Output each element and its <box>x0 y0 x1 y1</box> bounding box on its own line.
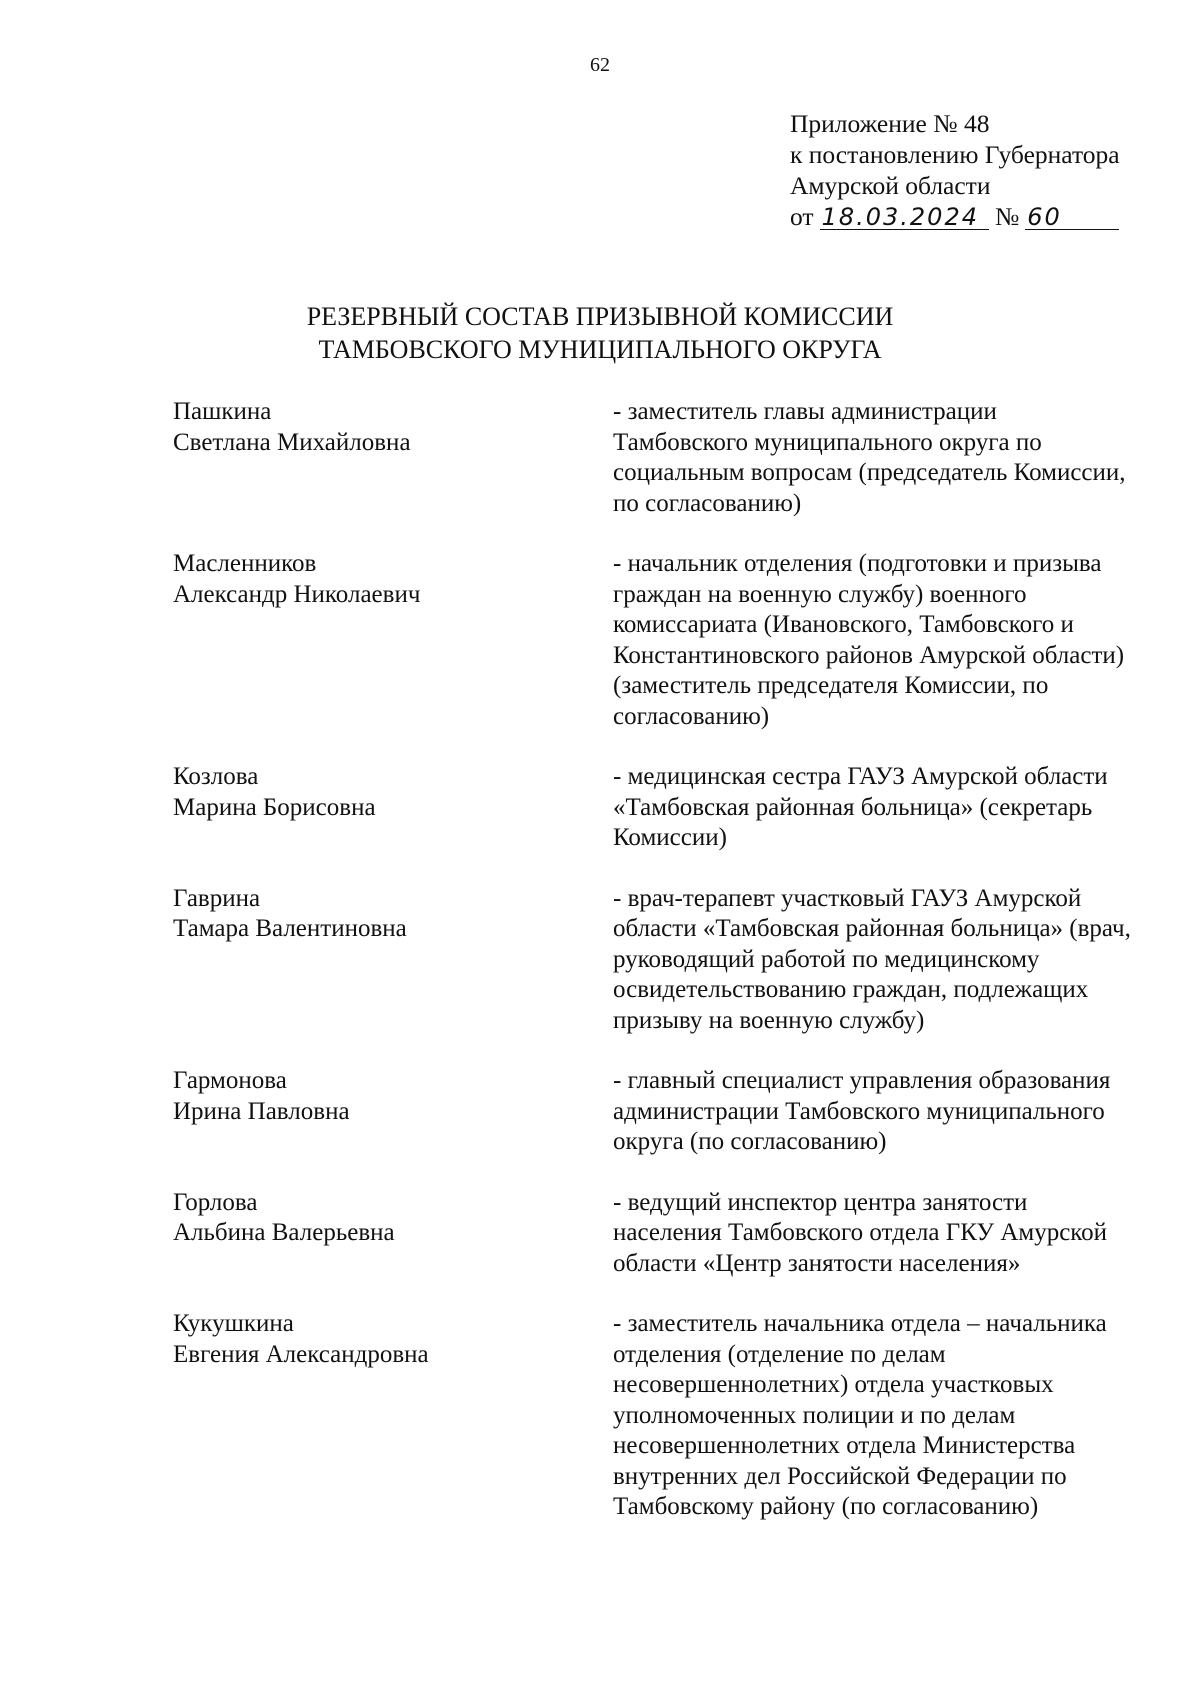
member-role: - врач-терапевт участковый ГАУЗ Амурской области «Тамбовская районная больница» (врач, руководящий работой по медицинскому освидетельствованию граждан, подлежащих призыву на военную службу) <box>613 884 1131 1034</box>
member-surname: Гармонова <box>173 1067 287 1094</box>
member-name <box>173 549 613 732</box>
member-name <box>173 397 613 519</box>
member-role: - заместитель главы администрации Тамбовского муниципального округа по социальным вопросам (председатель Комиссии, по согласованию) <box>613 398 1126 517</box>
handwritten-number: 60 <box>1025 205 1119 230</box>
member-name <box>173 884 613 1037</box>
member-given-name: Александр Николаевич <box>173 580 421 608</box>
member-given-name: Марина Борисовна <box>173 793 376 821</box>
member-surname: Козлова <box>173 763 259 790</box>
member-entry <box>173 549 1173 732</box>
member-entry <box>173 884 1173 1037</box>
document-title <box>0 300 1200 366</box>
title-line-1: РЕЗЕРВНЫЙ СОСТАВ ПРИЗЫВНОЙ КОМИССИИ <box>306 302 894 331</box>
handwritten-date: 18.03.2024 <box>820 205 989 230</box>
member-surname: Масленников <box>173 550 317 577</box>
member-given-name: Евгения Александровна <box>173 1340 429 1368</box>
appendix-region: Амурской области <box>790 171 991 200</box>
page-number: 62 <box>590 54 610 76</box>
member-given-name: Светлана Михайловна <box>173 428 411 456</box>
member-role: - заместитель начальника отдела – начальника отделения (отделение по делам несовершеннолетних) отдела участковых уполномоченных полиции и по делам несовершеннолетних отдела Министерства внутренних дел Российской Федерации по Тамбовскому району (по согласованию) <box>613 1310 1107 1520</box>
member-surname: Пашкина <box>173 398 272 425</box>
member-role: - ведущий инспектор центра занятости населения Тамбовского отдела ГКУ Амурской области «Центр занятости населения» <box>613 1188 1108 1277</box>
member-entry <box>173 1066 1173 1158</box>
member-entry <box>173 397 1173 519</box>
member-name <box>173 1309 613 1523</box>
member-surname: Кукушкина <box>173 1310 294 1337</box>
member-entry <box>173 1188 1173 1280</box>
member-given-name: Альбина Валерьевна <box>173 1219 395 1246</box>
appendix-date-line <box>790 201 1190 232</box>
member-surname: Горлова <box>173 1188 258 1216</box>
members-list <box>173 397 1173 1553</box>
member-role: - начальник отделения (подготовки и призыва граждан на военную службу) военного комиссариата (Ивановского, Тамбовского и Константиновского районов Амурской области) (заместитель председателя Комиссии, по согласованию) <box>613 550 1125 730</box>
member-surname: Гаврина <box>173 884 261 912</box>
date-prefix: от <box>790 202 814 231</box>
member-given-name: Ирина Павловна <box>173 1097 350 1125</box>
number-label: № <box>994 202 1020 231</box>
member-name <box>173 1066 613 1158</box>
appendix-ref: к постановлению Губернатора <box>790 140 1120 169</box>
member-given-name: Тамара Валентиновна <box>173 915 407 942</box>
member-entry <box>173 762 1173 854</box>
member-entry <box>173 1309 1173 1523</box>
member-name <box>173 1188 613 1280</box>
member-name <box>173 762 613 854</box>
title-line-2: ТАМБОВСКОГО МУНИЦИПАЛЬНОГО ОКРУГА <box>318 335 882 364</box>
member-role: - медицинская сестра ГАУЗ Амурской области «Тамбовская районная больница» (секретарь Комиссии) <box>613 763 1108 851</box>
appendix-header <box>790 108 1190 232</box>
member-role: - главный специалист управления образования администрации Тамбовского муниципального округа (по согласованию) <box>613 1067 1111 1155</box>
appendix-title: Приложение № 48 <box>790 109 990 138</box>
